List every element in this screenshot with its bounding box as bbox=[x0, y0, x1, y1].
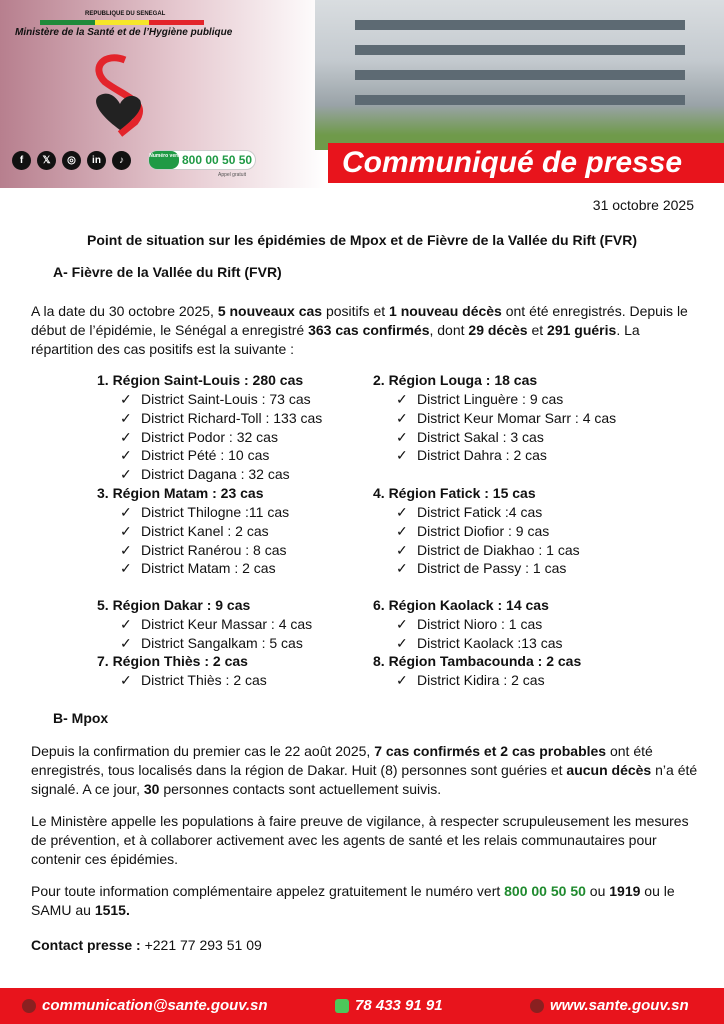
region-block bbox=[373, 596, 673, 653]
region-heading: 6. Région Kaolack : 14 cas bbox=[373, 597, 549, 613]
district-item bbox=[97, 446, 397, 465]
section-a-paragraph: A la date du 30 octobre 2025, 5 nouveaux cas positifs et 1 nouveau décès ont été enregistrés. Depuis le début de l’épidémie, le Sénégal a enregistré 363 cas confirmés, dont 29 décès et 291 guéris. La répartition des cas positifs est la suivante : bbox=[31, 303, 688, 357]
globe-icon bbox=[530, 999, 544, 1013]
tiktok-icon[interactable]: ♪ bbox=[112, 151, 131, 170]
press-contact: Contact presse : +221 77 293 51 09 bbox=[31, 937, 262, 953]
linkedin-icon[interactable]: in bbox=[87, 151, 106, 170]
ministry-name: Ministère de la Santé et de l’Hygiène publique bbox=[15, 27, 233, 38]
district-label: District Keur Momar Sarr : 4 cas bbox=[417, 409, 617, 426]
district-item bbox=[373, 634, 673, 653]
numero-vert-tag: Numéro vert bbox=[149, 151, 179, 169]
footer-email[interactable]: communication@sante.gouv.sn bbox=[22, 997, 268, 1014]
info-paragraph: Pour toute information complémentaire appelez gratuitement le numéro vert 800 00 50 50 ou 1919 ou le SAMU au 1515. bbox=[31, 883, 675, 918]
region-heading: 3. Région Matam : 23 cas bbox=[97, 485, 264, 501]
district-item bbox=[97, 541, 397, 560]
checkmark-icon: ✓ bbox=[120, 447, 132, 464]
district-item bbox=[373, 390, 673, 409]
region-block bbox=[97, 596, 397, 653]
press-release-banner: Communiqué de presse bbox=[328, 143, 724, 183]
whatsapp-icon bbox=[335, 999, 349, 1013]
region-heading: 4. Région Fatick : 15 cas bbox=[373, 485, 536, 501]
region-heading: 5. Région Dakar : 9 cas bbox=[97, 597, 251, 613]
region-block bbox=[97, 652, 397, 690]
district-label: District Saint-Louis : 73 cas bbox=[141, 391, 311, 407]
appel-gratuit: Appel gratuit bbox=[218, 172, 247, 178]
checkmark-icon: ✓ bbox=[396, 541, 408, 558]
district-label: District de Diakhao : 1 cas bbox=[417, 541, 580, 558]
region-heading: 7. Région Thiès : 2 cas bbox=[97, 653, 248, 669]
facebook-icon[interactable]: f bbox=[12, 151, 31, 170]
checkmark-icon: ✓ bbox=[396, 522, 408, 539]
district-item bbox=[97, 522, 397, 541]
checkmark-icon: ✓ bbox=[396, 560, 408, 577]
checkmark-icon: ✓ bbox=[120, 428, 132, 445]
district-label: District Sangalkam : 5 cas bbox=[141, 634, 303, 651]
district-label: District Sakal : 3 cas bbox=[417, 428, 544, 445]
region-block bbox=[373, 484, 673, 578]
district-item bbox=[97, 428, 397, 447]
district-item bbox=[97, 465, 397, 484]
flag-bar bbox=[40, 20, 204, 25]
checkmark-icon: ✓ bbox=[396, 634, 408, 651]
district-label: District Kidira : 2 cas bbox=[417, 672, 545, 688]
district-label: District Pété : 10 cas bbox=[141, 447, 270, 464]
region-heading: 1. Région Saint-Louis : 280 cas bbox=[97, 372, 304, 388]
ministry-logo bbox=[85, 52, 155, 137]
district-item bbox=[373, 522, 673, 541]
checkmark-icon: ✓ bbox=[120, 522, 132, 539]
district-label: District de Passy : 1 cas bbox=[417, 560, 567, 577]
numero-vert-number: 800 00 50 50 bbox=[182, 153, 253, 167]
footer-bar bbox=[0, 988, 724, 1024]
footer-website[interactable]: www.sante.gouv.sn bbox=[530, 997, 689, 1014]
region-block bbox=[373, 371, 673, 465]
checkmark-icon: ✓ bbox=[396, 428, 408, 445]
district-item bbox=[373, 409, 673, 428]
district-item bbox=[97, 634, 397, 653]
checkmark-icon: ✓ bbox=[396, 616, 408, 632]
district-item bbox=[373, 503, 673, 522]
checkmark-icon: ✓ bbox=[120, 391, 132, 407]
numero-vert-badge bbox=[148, 150, 256, 170]
building-photo bbox=[315, 0, 724, 150]
checkmark-icon: ✓ bbox=[396, 447, 408, 464]
checkmark-icon: ✓ bbox=[120, 466, 132, 483]
checkmark-icon: ✓ bbox=[396, 391, 408, 407]
checkmark-icon: ✓ bbox=[120, 616, 132, 632]
district-label: District Fatick :4 cas bbox=[417, 504, 543, 520]
email-icon bbox=[22, 999, 36, 1013]
district-label: District Diofior : 9 cas bbox=[417, 522, 550, 539]
district-item bbox=[97, 409, 397, 428]
district-item bbox=[97, 615, 397, 634]
checkmark-icon: ✓ bbox=[120, 560, 132, 577]
district-label: District Keur Massar : 4 cas bbox=[141, 616, 313, 632]
x-icon[interactable]: 𝕏 bbox=[37, 151, 56, 170]
district-label: District Podor : 32 cas bbox=[141, 428, 278, 445]
district-label: District Ranérou : 8 cas bbox=[141, 541, 287, 558]
checkmark-icon: ✓ bbox=[120, 541, 132, 558]
instagram-icon[interactable]: ◎ bbox=[62, 151, 81, 170]
district-label: District Linguère : 9 cas bbox=[417, 391, 564, 407]
section-b-paragraph: Depuis la confirmation du premier cas le 22 août 2025, 7 cas confirmés et 2 cas probables ont été enregistrés, tous localisés dans la région de Dakar. Huit (8) personnes sont guéries et aucun décès n’a été signalé. A ce jour, 30 personnes contacts sont actuellement suivis. bbox=[31, 743, 698, 797]
appeal-paragraph: Le Ministère appelle les populations à faire preuve de vigilance, à respecter scrupuleusement les mesures de prévention, et à collaborer activement avec les agents de santé et les relais communautaires pour contenir ces épidémies. bbox=[31, 813, 689, 867]
checkmark-icon: ✓ bbox=[120, 672, 132, 688]
district-item bbox=[373, 541, 673, 560]
district-item bbox=[97, 503, 397, 522]
date: 31 octobre 2025 bbox=[592, 197, 694, 213]
district-label: District Kaolack :13 cas bbox=[417, 634, 563, 651]
region-heading: 8. Région Tambacounda : 2 cas bbox=[373, 653, 582, 669]
region-block bbox=[373, 652, 673, 690]
checkmark-icon: ✓ bbox=[120, 504, 132, 520]
checkmark-icon: ✓ bbox=[120, 409, 132, 426]
checkmark-icon: ✓ bbox=[120, 634, 132, 651]
checkmark-icon: ✓ bbox=[396, 672, 408, 688]
district-item bbox=[373, 559, 673, 578]
district-item bbox=[373, 428, 673, 447]
district-label: District Dahra : 2 cas bbox=[417, 447, 547, 464]
footer-whatsapp[interactable]: 78 433 91 91 bbox=[335, 997, 443, 1014]
section-b-heading: B- Mpox bbox=[53, 710, 109, 726]
checkmark-icon: ✓ bbox=[396, 504, 408, 520]
district-item bbox=[373, 615, 673, 634]
district-label: District Kanel : 2 cas bbox=[141, 522, 269, 539]
document-title: Point de situation sur les épidémies de Mpox et de Fièvre de la Vallée du Rift (FVR) bbox=[86, 232, 637, 248]
region-block bbox=[97, 484, 397, 578]
checkmark-icon: ✓ bbox=[396, 409, 408, 426]
district-label: District Thilogne :11 cas bbox=[141, 504, 290, 520]
region-block bbox=[97, 371, 397, 484]
district-item bbox=[97, 671, 397, 690]
district-label: District Nioro : 1 cas bbox=[417, 616, 543, 632]
letterhead bbox=[0, 0, 724, 188]
district-label: District Thiès : 2 cas bbox=[141, 672, 267, 688]
district-item bbox=[373, 671, 673, 690]
district-item bbox=[373, 446, 673, 465]
republic-label: REPUBLIQUE DU SENEGAL bbox=[85, 11, 166, 17]
section-a-heading: A- Fièvre de la Vallée du Rift (FVR) bbox=[53, 264, 282, 280]
district-label: District Dagana : 32 cas bbox=[141, 466, 290, 483]
region-heading: 2. Région Louga : 18 cas bbox=[373, 372, 538, 388]
district-label: District Matam : 2 cas bbox=[141, 560, 276, 577]
district-item bbox=[97, 390, 397, 409]
district-label: District Richard-Toll : 133 cas bbox=[141, 409, 323, 426]
district-item bbox=[97, 559, 397, 578]
